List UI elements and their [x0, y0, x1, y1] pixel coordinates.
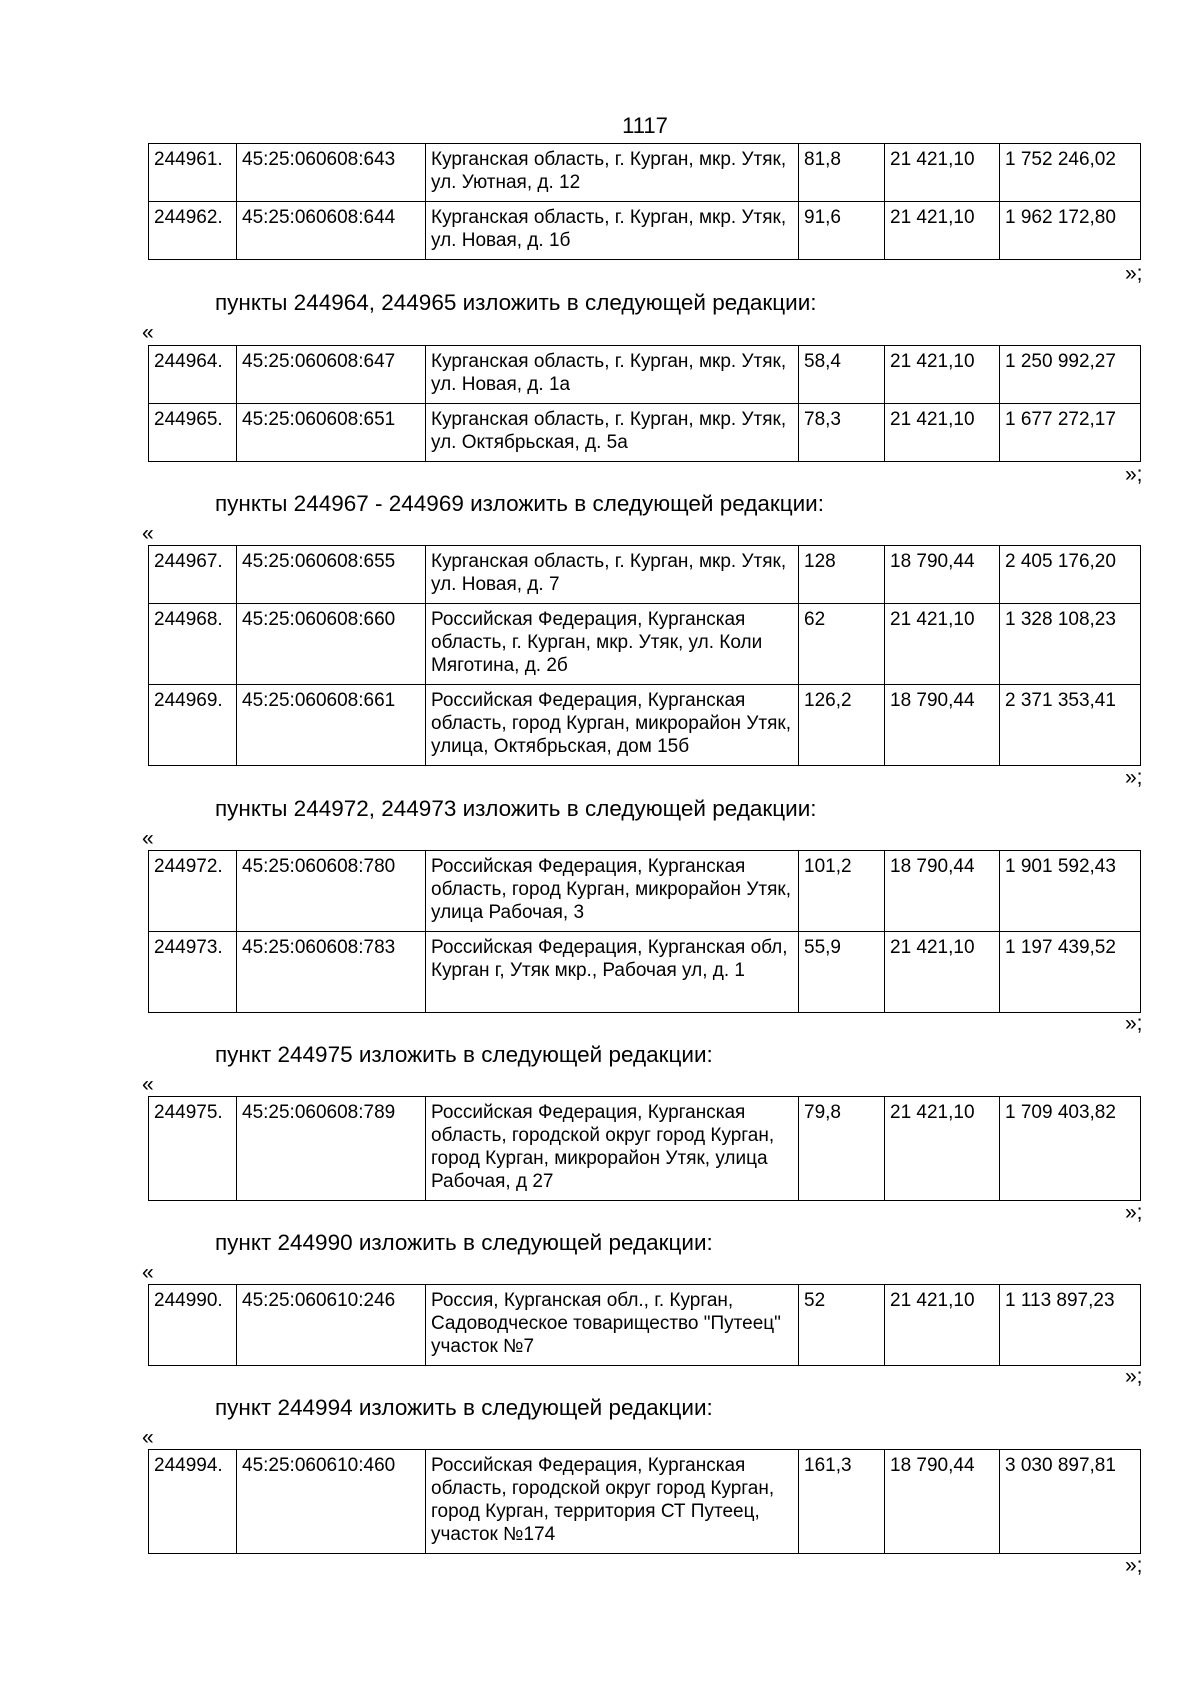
cadastral-value: 1 962 172,80: [1000, 202, 1141, 260]
section-instruction: пункты 244964, 244965 изложить в следующей редакции:: [215, 290, 817, 315]
first-table: [148, 143, 1141, 260]
section-table: [148, 545, 1141, 766]
section-instruction: пункт 244994 изложить в следующей редакции:: [215, 1395, 713, 1420]
cadastral-number: 45:25:060608:651: [237, 404, 426, 462]
rate: 21 421,10: [885, 604, 1000, 685]
address: Российская Федерация, Курганская область, городской округ город Курган, город Курган, микрорайон Утяк, улица Рабочая, д 27: [426, 1097, 799, 1201]
area: 79,8: [799, 1097, 885, 1201]
cadastral-number: 45:25:060608:647: [237, 346, 426, 404]
cadastral-number: 45:25:060608:644: [237, 202, 426, 260]
rate: 21 421,10: [885, 346, 1000, 404]
table-row: [149, 1285, 1141, 1366]
cadastral-number: 45:25:060608:655: [237, 546, 426, 604]
table-row: [149, 404, 1141, 462]
table-row: [149, 346, 1141, 404]
open-quote: «: [142, 321, 154, 344]
rate: 18 790,44: [885, 685, 1000, 766]
section-instruction: пункты 244972, 244973 изложить в следующей редакции:: [215, 796, 817, 821]
cadastral-number: 45:25:060610:460: [237, 1450, 426, 1554]
section-table: [148, 1096, 1141, 1201]
cadastral-value: 1 752 246,02: [1000, 144, 1141, 202]
open-quote: «: [142, 522, 154, 545]
open-quote: «: [142, 827, 154, 850]
section-table: [148, 1449, 1141, 1554]
cadastral-value: 2 371 353,41: [1000, 685, 1141, 766]
cadastral-value: 1 197 439,52: [1000, 932, 1141, 1013]
table-row: [149, 546, 1141, 604]
address: Россия, Курганская обл., г. Курган, Садоводческое товарищество "Путеец" участок №7: [426, 1285, 799, 1366]
address: Российская Федерация, Курганская область, город Курган, микрорайон Утяк, улица Рабочая, 3: [426, 851, 799, 932]
cadastral-number: 45:25:060610:246: [237, 1285, 426, 1366]
open-quote: «: [142, 1073, 154, 1096]
area: 58,4: [799, 346, 885, 404]
cadastral-value: 1 901 592,43: [1000, 851, 1141, 932]
row-number: 244967.: [149, 546, 237, 604]
section-table: [148, 1284, 1141, 1366]
rate: 18 790,44: [885, 546, 1000, 604]
area: 78,3: [799, 404, 885, 462]
address: Российская Федерация, Курганская обл, Курган г, Утяк мкр., Рабочая ул, д. 1: [426, 932, 799, 1013]
cadastral-number: 45:25:060608:780: [237, 851, 426, 932]
rate: 21 421,10: [885, 1285, 1000, 1366]
address: Курганская область, г. Курган, мкр. Утяк, ул. Новая, д. 7: [426, 546, 799, 604]
rate: 21 421,10: [885, 1097, 1000, 1201]
open-quote: «: [142, 1426, 154, 1449]
section-table: [148, 345, 1141, 462]
cadastral-value: 3 030 897,81: [1000, 1450, 1141, 1554]
address: Российская Федерация, Курганская область, городской округ город Курган, город Курган, территория СТ Путеец, участок №174: [426, 1450, 799, 1554]
address: Курганская область, г. Курган, мкр. Утяк, ул. Новая, д. 1б: [426, 202, 799, 260]
cadastral-number: 45:25:060608:660: [237, 604, 426, 685]
section-table: [148, 850, 1141, 1013]
table-row: [149, 685, 1141, 766]
table-row: [149, 202, 1141, 260]
area: 128: [799, 546, 885, 604]
cadastral-value: 1 250 992,27: [1000, 346, 1141, 404]
address: Российская Федерация, Курганская область, город Курган, микрорайон Утяк, улица, Октябрьская, дом 15б: [426, 685, 799, 766]
close-quote: »;: [1125, 1012, 1143, 1035]
table-row: [149, 1450, 1141, 1554]
row-number: 244975.: [149, 1097, 237, 1201]
area: 52: [799, 1285, 885, 1366]
row-number: 244968.: [149, 604, 237, 685]
section-instruction: пункт 244990 изложить в следующей редакции:: [215, 1230, 713, 1255]
rate: 21 421,10: [885, 144, 1000, 202]
address: Российская Федерация, Курганская область, г. Курган, мкр. Утяк, ул. Коли Мяготина, д. 2б: [426, 604, 799, 685]
cadastral-number: 45:25:060608:783: [237, 932, 426, 1013]
close-quote: »;: [1125, 463, 1143, 486]
rate: 18 790,44: [885, 851, 1000, 932]
area: 126,2: [799, 685, 885, 766]
cadastral-number: 45:25:060608:789: [237, 1097, 426, 1201]
area: 62: [799, 604, 885, 685]
close-quote: »;: [1125, 1201, 1143, 1224]
cadastral-number: 45:25:060608:661: [237, 685, 426, 766]
cadastral-value: 1 677 272,17: [1000, 404, 1141, 462]
section-instruction: пункты 244967 - 244969 изложить в следующей редакции:: [215, 491, 825, 516]
rate: 21 421,10: [885, 404, 1000, 462]
section-instruction: пункт 244975 изложить в следующей редакции:: [215, 1042, 713, 1067]
rate: 18 790,44: [885, 1450, 1000, 1554]
area: 81,8: [799, 144, 885, 202]
rate: 21 421,10: [885, 932, 1000, 1013]
area: 161,3: [799, 1450, 885, 1554]
rate: 21 421,10: [885, 202, 1000, 260]
area: 55,9: [799, 932, 885, 1013]
close-quote: »;: [1125, 262, 1143, 285]
cadastral-value: 1 113 897,23: [1000, 1285, 1141, 1366]
table-row: [149, 604, 1141, 685]
row-number: 244972.: [149, 851, 237, 932]
open-quote: «: [142, 1261, 154, 1284]
row-number: 244962.: [149, 202, 237, 260]
page-number: 1117: [622, 113, 668, 138]
row-number: 244990.: [149, 1285, 237, 1366]
area: 101,2: [799, 851, 885, 932]
row-number: 244994.: [149, 1450, 237, 1554]
cadastral-value: 2 405 176,20: [1000, 546, 1141, 604]
cadastral-value: 1 709 403,82: [1000, 1097, 1141, 1201]
close-quote: »;: [1125, 766, 1143, 789]
address: Курганская область, г. Курган, мкр. Утяк, ул. Октябрьская, д. 5а: [426, 404, 799, 462]
table-row: [149, 932, 1141, 1013]
row-number: 244965.: [149, 404, 237, 462]
close-quote: »;: [1125, 1554, 1143, 1577]
row-number: 244969.: [149, 685, 237, 766]
row-number: 244973.: [149, 932, 237, 1013]
close-quote: »;: [1125, 1365, 1143, 1388]
table-row: [149, 851, 1141, 932]
row-number: 244961.: [149, 144, 237, 202]
address: Курганская область, г. Курган, мкр. Утяк, ул. Новая, д. 1а: [426, 346, 799, 404]
address: Курганская область, г. Курган, мкр. Утяк, ул. Уютная, д. 12: [426, 144, 799, 202]
area: 91,6: [799, 202, 885, 260]
row-number: 244964.: [149, 346, 237, 404]
table-row: [149, 1097, 1141, 1201]
cadastral-number: 45:25:060608:643: [237, 144, 426, 202]
cadastral-value: 1 328 108,23: [1000, 604, 1141, 685]
table-row: [149, 144, 1141, 202]
